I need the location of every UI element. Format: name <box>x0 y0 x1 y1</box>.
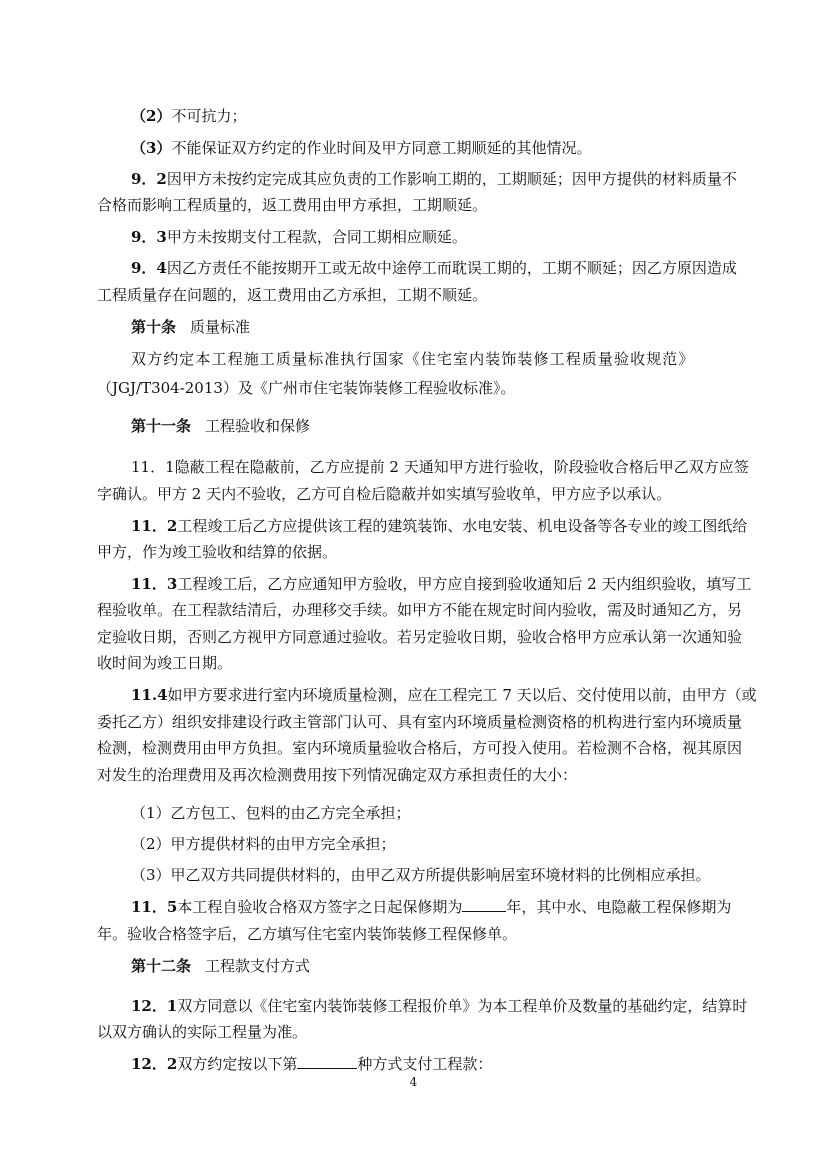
clause-11-4-cont-2: 检测，检测费用由甲方负担。室内环境质量验收合格后，方可投入使用。若检测不合格，视其原因 <box>97 739 743 757</box>
clause-9-4: 9．4因乙方责任不能按期开工或无故中途停工而耽误工期的，工期不顺延；因乙方原因造成 <box>131 259 737 277</box>
article-10-text-cont: （JGJ/T304-2013）及《广州市住宅装饰装修工程验收标准》。 <box>97 379 516 397</box>
clause-11-4-cont-1: 委托乙方）组织安排建设行政主管部门认可、具有室内环境质量检测资格的机构进行室内环境质量 <box>97 713 743 731</box>
clause-9-3: 9．3甲方未按期支付工程款，合同工期相应顺延。 <box>131 228 467 246</box>
article-10-text: 双方约定本工程施工质量标准执行国家《住宅室内装饰装修工程质量验收规范》 <box>131 350 695 368</box>
clause-11-3: 11．3工程竣工后，乙方应通知甲方验收，甲方应自接到验收通知后 2 天内组织验收，填写工 <box>131 575 752 593</box>
clause-11-4-cont-3: 对发生的治理费用及再次检测费用按下列情况确定双方承担责任的大小： <box>97 766 578 784</box>
payment-method-blank[interactable] <box>297 1068 357 1069</box>
article-11-heading: 第十一条 工程验收和保修 <box>131 417 311 435</box>
clause-11-4-item-1: （1）乙方包工、包料的由乙方完全承担； <box>131 804 411 822</box>
clause-11-1-cont: 字确认。甲方 2 天内不验收，乙方可自检后隐蔽并如实填写验收单，甲方应予以承认。 <box>97 485 672 503</box>
clause-11-2: 11．2工程竣工后乙方应提供该工程的建筑装饰、水电安装、机电设备等各专业的竣工图纸给 <box>131 517 748 535</box>
clause-11-3-cont-2: 定验收日期，否则乙方视甲方同意通过验收。若另定验收日期，验收合格甲方应承认第一次通知验 <box>97 628 743 646</box>
clause-11-3-cont-3: 收时间为竣工日期。 <box>97 654 233 672</box>
clause-11-5-cont: 年。验收合格签字后，乙方填写住宅室内装饰装修工程保修单。 <box>97 925 518 943</box>
clause-11-3-cont-1: 程验收单。在工程款结清后，办理移交手续。如甲方不能在规定时间内验收，需及时通知乙方，另 <box>97 601 743 619</box>
clause-11-5: 11．5本工程自验收合格双方签字之日起保修期为 年，其中水、电隐蔽工程保修期为 <box>131 898 732 916</box>
clause-11-4: 11.4如甲方要求进行室内环境质量检测，应在工程完工 7 天以后、交付使用以前，由甲方（或 <box>131 686 757 704</box>
article-10-heading: 第十条 质量标准 <box>131 318 251 336</box>
clause-11-1: 11．1隐蔽工程在隐蔽前，乙方应提前 2 天通知甲方进行验收，阶段验收合格后甲乙双方应签 <box>131 458 749 476</box>
clause-11-2-cont: 甲方，作为竣工验收和结算的依据。 <box>97 543 338 561</box>
clause-12-1-cont: 以双方确认的实际工程量为准。 <box>97 1023 308 1041</box>
clause-9-4-cont: 工程质量存在问题的，返工费用由乙方承担，工期不顺延。 <box>97 286 488 304</box>
clause-9-1-item-3: （3）不能保证双方约定的作业时间及甲方同意工期顺延的其他情况。 <box>131 139 592 157</box>
article-12-heading: 第十二条 工程款支付方式 <box>131 957 311 975</box>
warranty-period-blank[interactable] <box>462 911 506 912</box>
clause-12-1: 12．1双方同意以《住宅室内装饰装修工程报价单》为本工程单价及数量的基础约定，结算时 <box>131 997 748 1015</box>
clause-12-2: 12．2双方约定按以下第 种方式支付工程款： <box>131 1055 493 1073</box>
clause-11-4-item-2: （2）甲方提供材料的由甲方完全承担； <box>131 835 396 853</box>
clause-9-1-item-2: （2）不可抗力； <box>131 107 247 125</box>
page-number: 4 <box>409 1075 418 1089</box>
clause-9-2: 9．2因甲方未按约定完成其应负责的工作影响工期的，工期顺延；因甲方提供的材料质量不 <box>131 170 737 188</box>
clause-9-2-cont: 合格而影响工程质量的，返工费用由甲方承担，工期顺延。 <box>97 196 488 214</box>
clause-11-4-item-3: （3）甲乙双方共同提供材料的，由甲乙双方所提供影响居室环境材料的比例相应承担。 <box>131 866 711 884</box>
